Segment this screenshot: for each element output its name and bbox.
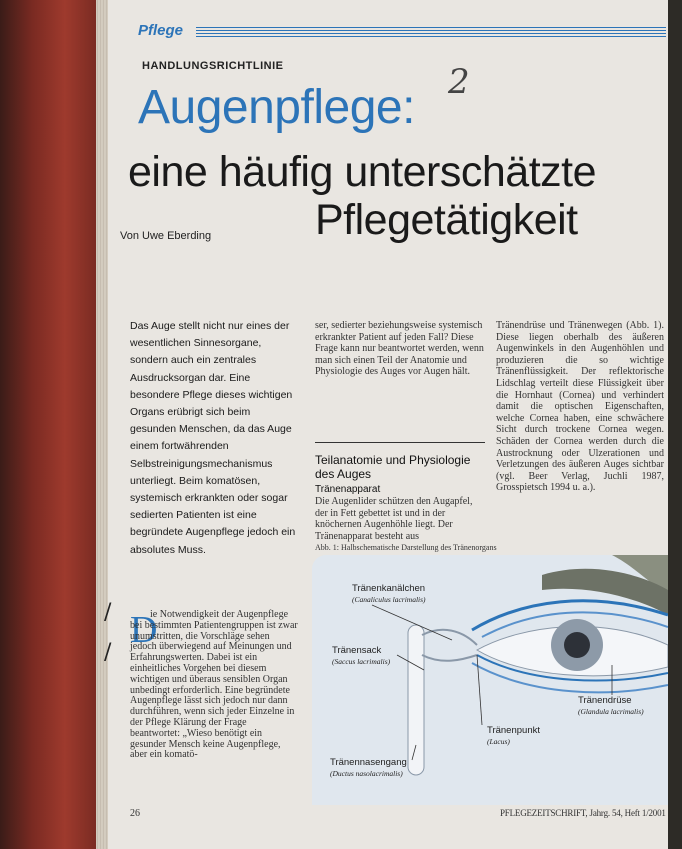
byline: Von Uwe Eberding bbox=[120, 230, 212, 242]
label-ductus: Tränennasengang bbox=[330, 757, 407, 768]
latin-glandula: (Glandula lacrimalis) bbox=[578, 707, 644, 716]
pupil bbox=[564, 632, 590, 658]
margin-mark: / bbox=[104, 600, 112, 625]
figure-caption: Abb. 1: Halbschematische Darstellung des Tränenorgans bbox=[315, 543, 497, 552]
title-line-2: eine häufig unterschätzte bbox=[128, 148, 596, 196]
latin-ductus: (Ductus nasolacrimalis) bbox=[330, 769, 403, 778]
title-line-1: Augenpflege: bbox=[138, 81, 415, 134]
label-glandula: Tränendrüse bbox=[578, 695, 632, 706]
section-tag: Pflege bbox=[138, 22, 184, 39]
magazine-page bbox=[108, 0, 668, 849]
latin-saccus: (Saccus lacrimalis) bbox=[332, 657, 391, 666]
latin-punctum: (Lacus) bbox=[487, 737, 510, 746]
label-punctum: Tränenpunkt bbox=[487, 725, 540, 736]
header-rule bbox=[196, 27, 666, 39]
binder-spine bbox=[0, 0, 108, 849]
handwritten-mark: 2 bbox=[448, 62, 470, 102]
leader-4 bbox=[477, 655, 482, 725]
lacrimal-sac bbox=[408, 625, 424, 775]
body-text: ie Notwendigkeit der Augenpflege bei bestimmten Patientengruppen ist zwar unumstritten, die Vorschläge sehen jedoch überwiegend auf Meinungen und Erfahrungswerten. Dabei ist ein einheitliches Vorgehen bei diesem wichtigen und überaus sensiblen Organ unbedingt erforderlich. Eine begründete Augenpflege lässt sich jedoch nur dann durchführen, wenn sich jeder Einzelne in der Pflege Klärung der Frage beantwortet: „Wieso benötigt ein gesunder Mensch keine Augenpflege, aber ein komatö- bbox=[130, 609, 298, 761]
latin-canaliculus: (Canaliculus lacrimalis) bbox=[352, 595, 426, 604]
label-canaliculus: Tränenkanälchen bbox=[352, 583, 426, 594]
column-divider bbox=[315, 442, 485, 443]
drop-cap: D bbox=[130, 609, 158, 651]
label-saccus: Tränensack bbox=[332, 645, 382, 656]
column-2-body-text: Die Augenlider schützen den Augapfel, der in Fett gebettet ist und in der knöchernen Augenhöhle liegt. Der Tränenapparat besteht aus bbox=[315, 496, 473, 542]
minor-heading: Tränenapparat bbox=[315, 484, 381, 495]
column-3-text: Tränendrüse und Tränenwegen (Abb. 1). Diese liegen oberhalb des äußeren Augenwinkels in den Augenhöhlen und produzieren die so wichtige Tränenflüssigkeit. Der reflektorische Lidschlag verteilt diese Flüssigkeit über die Hornhaut (Cornea) und verhindert damit die optischen Eigenschaften, welche Cornea haben, eine schwächere Sicht durch trockene Cornea wegen. Schäden der Cornea werden durch die Austrocknung oder Ulzerationen und Verletzungen des äußeren Auges sichtbar (vgl. Beer Verlag, Juchli 1987, Grosspietsch 1994 u. a.). bbox=[496, 320, 664, 494]
title-line-3: Pflegetätigkeit bbox=[315, 196, 578, 244]
eye-diagram bbox=[312, 555, 668, 805]
page-number: 26 bbox=[130, 808, 140, 819]
subheading: Teilanatomie und Physiologie des Auges bbox=[315, 453, 471, 481]
canaliculus-lower bbox=[422, 655, 477, 661]
margin-mark-2: / bbox=[104, 640, 112, 665]
column-2-top-text: ser, sedierter beziehungsweise systemisch erkrankter Patient auf jeden Fall? Diese Frage kann nur beantwortet werden, wenn man sich einen Teil der Anatomie und Physiologie des Auges vor Augen hält. bbox=[315, 320, 484, 377]
canaliculus-upper bbox=[422, 630, 477, 645]
kicker: HANDLUNGSRICHTLINIE bbox=[142, 60, 284, 72]
lead-paragraph: Das Auge stellt nicht nur eines der wesentlichen Sinnesorgane, sondern auch ein zentrales Ausdrucksorgan dar. Eine besondere Pflege dieses wichtigen Organs erübrigt sich beim gesunden Menschen, da das Auge einem fortwährenden Selbstreinigungsmechanismus unterliegt. Beim komatösen, systemisch erkrankten oder sogar sedierten Patienten ist eine begründete Augenpflege jedoch ein absolutes Muss. bbox=[130, 320, 296, 556]
right-shadow bbox=[666, 0, 682, 849]
journal-footer: PFLEGEZEITSCHRIFT, Jahrg. 54, Heft 1/2001 bbox=[500, 808, 666, 818]
